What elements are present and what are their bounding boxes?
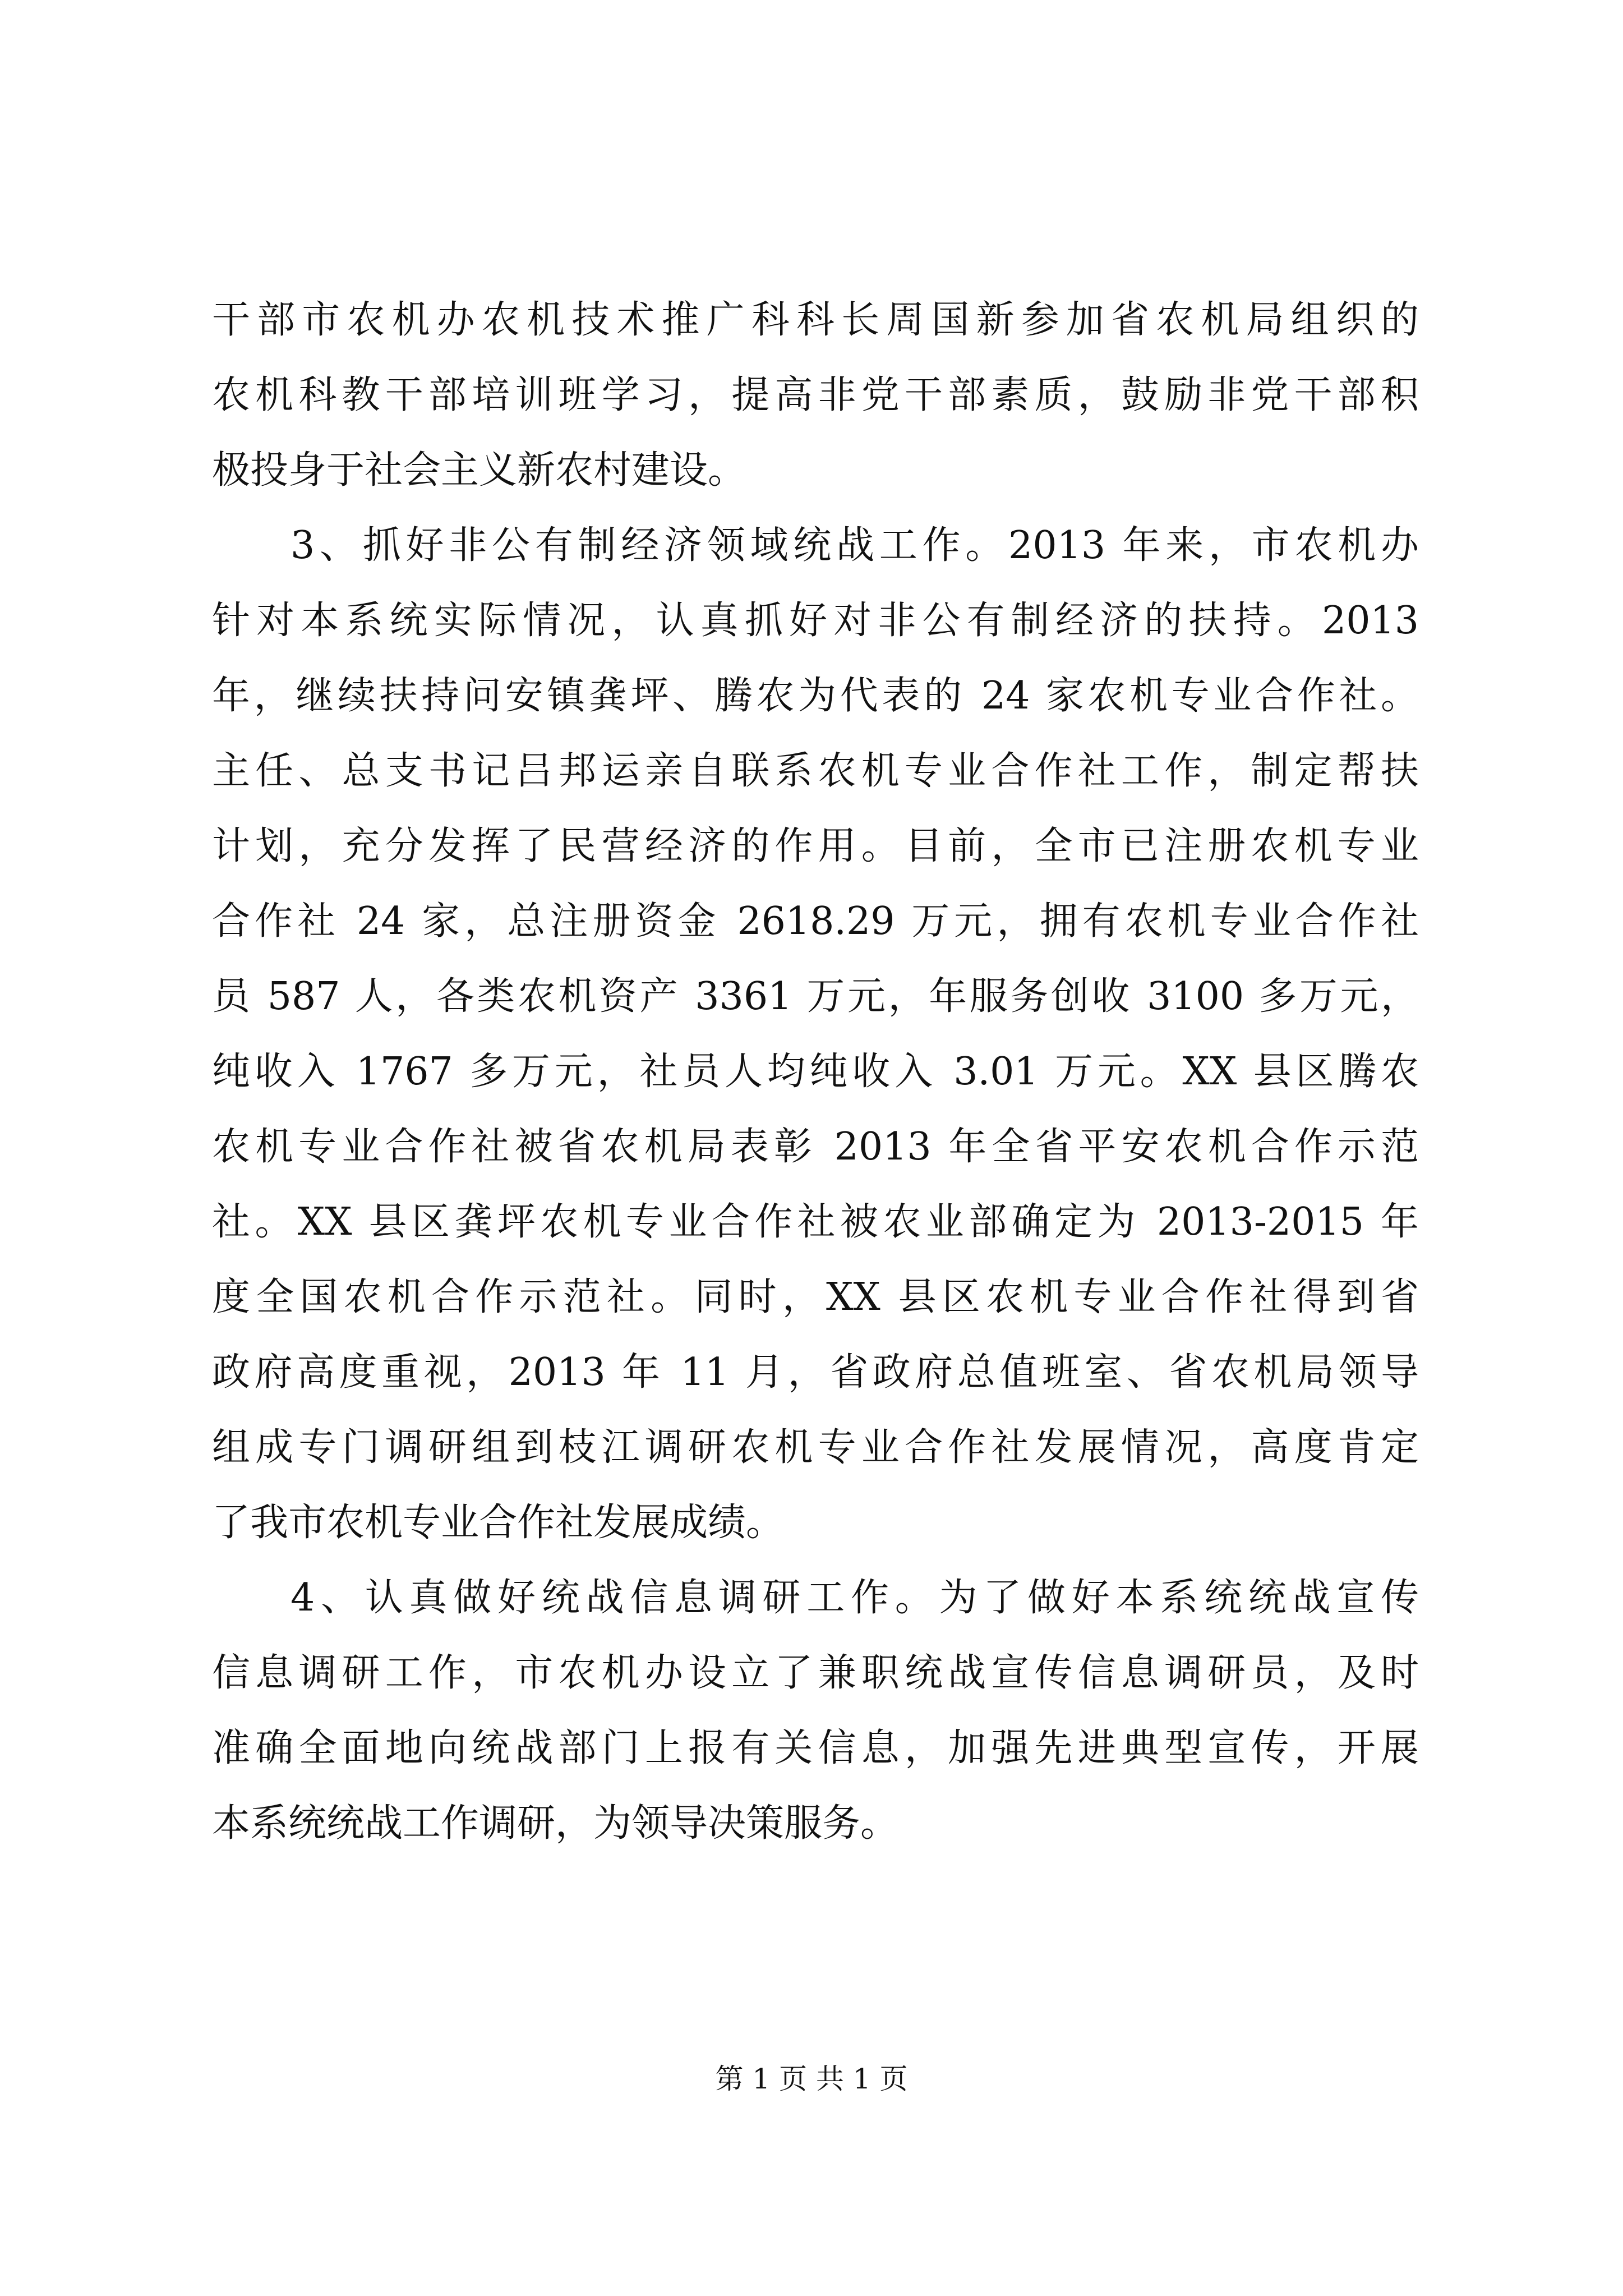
text-line: 农机专业合作社被省农机局表彰 2013 年全省平安农机合作示范 (212, 1125, 1419, 1169)
text-line: 主任、总支书记吕邦运亲自联系农机专业合作社工作，制定帮扶 (212, 749, 1419, 793)
text-line: 极投身于社会主义新农村建设。 (212, 448, 746, 493)
text-line: 了我市农机专业合作社发展成绩。 (212, 1501, 785, 1545)
text-line: 员 587 人，各类农机资产 3361 万元，年服务创收 3100 多万元， (212, 974, 1419, 1019)
text-line: 准确全面地向统战部门上报有关信息，加强先进典型宣传，开展 (212, 1726, 1419, 1770)
text-line: 干部市农机办农机技术推广科科长周国新参加省农机局组织的 (212, 298, 1419, 342)
text-line: 政府高度重视，2013 年 11 月，省政府总值班室、省农机局领导 (212, 1350, 1419, 1395)
text-line: 3、抓好非公有制经济领域统战工作。2013 年来，市农机办 (291, 523, 1419, 568)
text-line: 年，继续扶持问安镇龚坪、腾农为代表的 24 家农机专业合作社。 (212, 674, 1419, 718)
text-line: 纯收入 1767 多万元，社员人均纯收入 3.01 万元。XX 县区腾农 (212, 1050, 1419, 1094)
text-line: 合作社 24 家，总注册资金 2618.29 万元，拥有农机专业合作社 (212, 899, 1419, 944)
text-line: 度全国农机合作示范社。同时，XX 县区农机专业合作社得到省 (212, 1275, 1419, 1319)
text-line: 信息调研工作，市农机办设立了兼职统战宣传信息调研员，及时 (212, 1651, 1419, 1695)
document-body (212, 283, 1419, 1861)
page-number-footer: 第 1 页 共 1 页 (715, 2063, 908, 2095)
text-line: 计划，充分发挥了民营经济的作用。目前，全市已注册农机专业 (212, 824, 1419, 868)
text-line: 本系统统战工作调研，为领导决策服务。 (212, 1801, 899, 1846)
text-line: 组成专门调研组到枝江调研农机专业合作社发展情况，高度肯定 (212, 1425, 1419, 1470)
text-line: 4、认真做好统战信息调研工作。为了做好本系统统战宣传 (291, 1576, 1419, 1620)
text-line: 农机科教干部培训班学习，提高非党干部素质，鼓励非党干部积 (212, 373, 1419, 417)
text-line: 针对本系统实际情况，认真抓好对非公有制经济的扶持。2013 (212, 599, 1419, 643)
text-line: 社。XX 县区龚坪农机专业合作社被农业部确定为 2013-2015 年 (212, 1200, 1419, 1244)
